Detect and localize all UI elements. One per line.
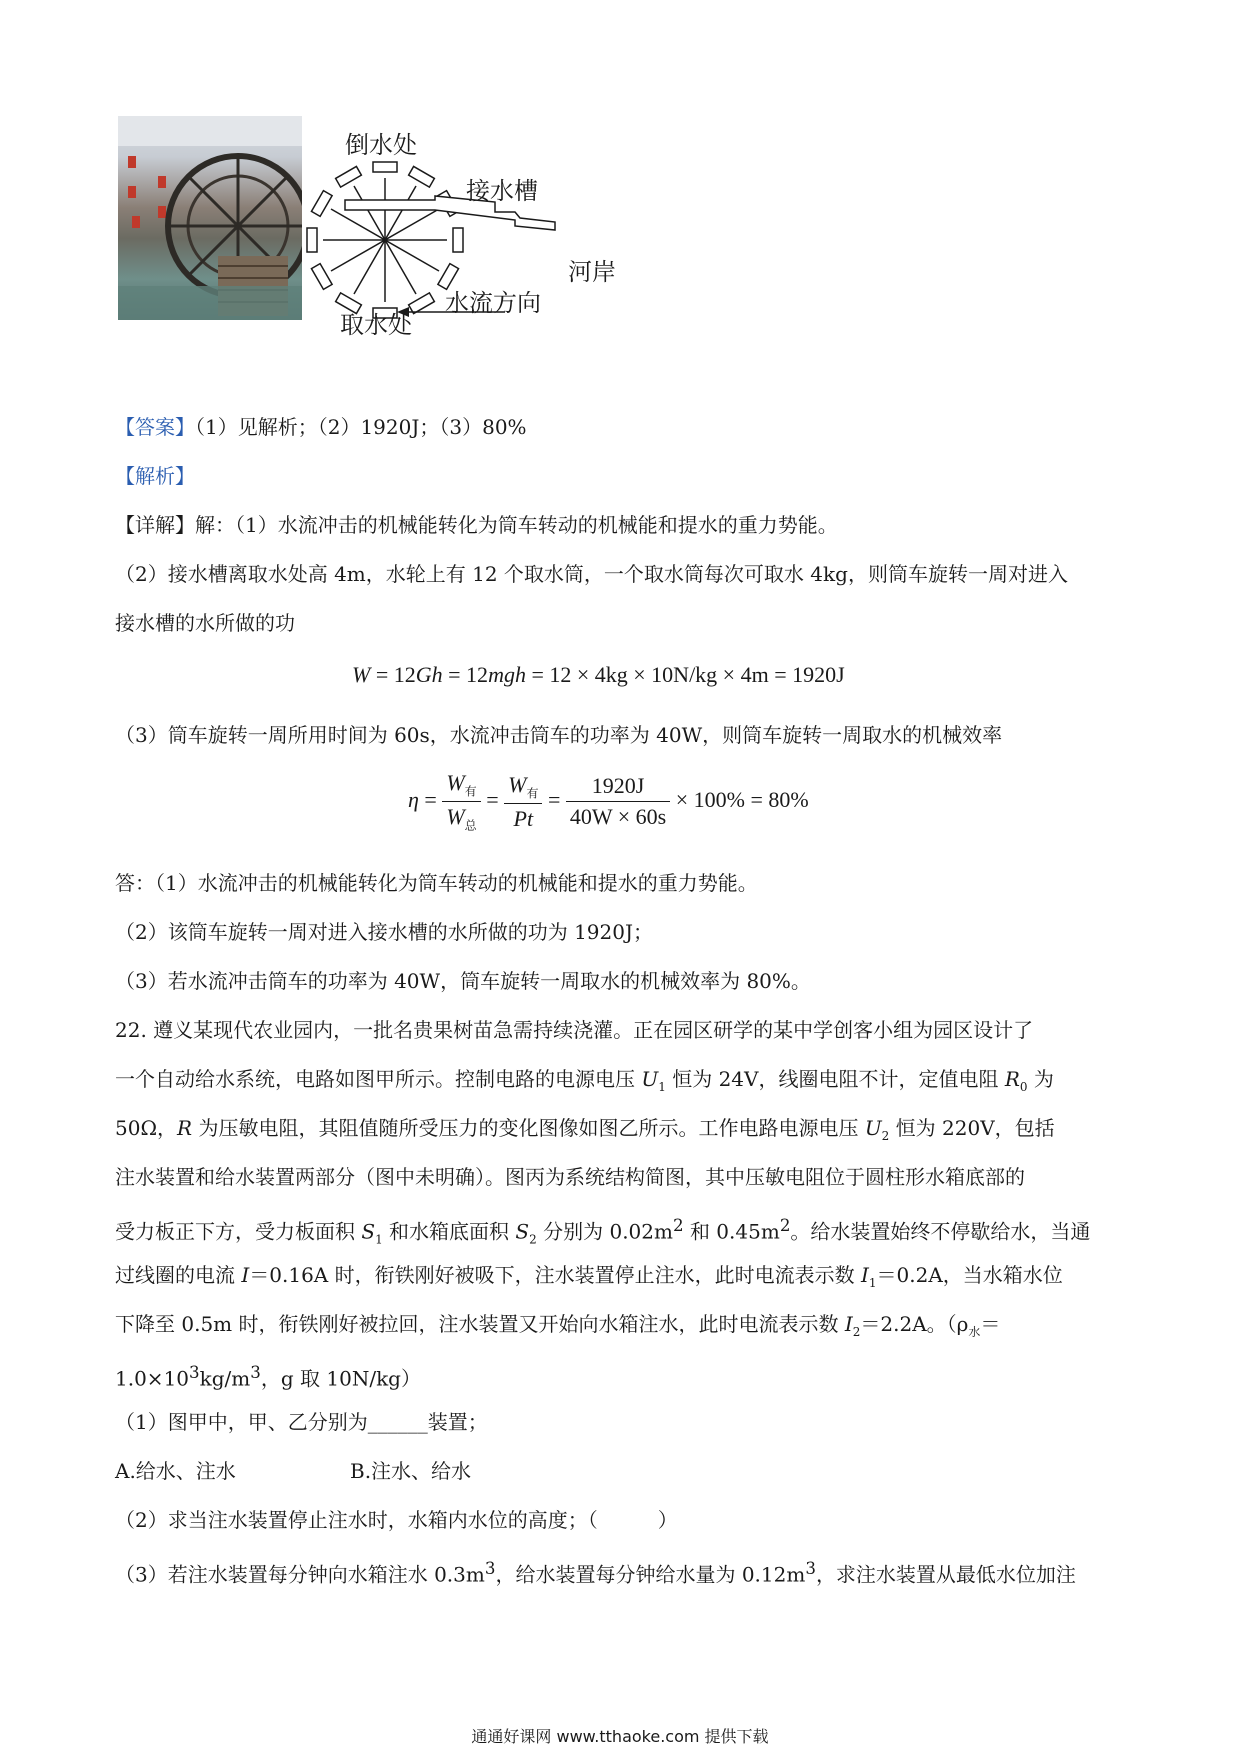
answer-line (115, 415, 527, 439)
q22-line-7: 下降至 0.5m 时，衔铁刚好被拉回，注水装置又开始向水箱注水，此时电流表示数 $I_2=2.2A$。（$\rho_水=$ (115, 1312, 1001, 1339)
equation-work: W = 12Gh = 12mgh = 12 × 4kg × 10N/kg × 4m = 1920J (352, 662, 845, 687)
label-shui-liu: 水流方向 (445, 289, 541, 317)
option-b: B.注水、给水 (350, 1459, 472, 1483)
q22-sub-1: （1）图甲中，甲、乙分别为______装置； (115, 1410, 488, 1434)
answer-tag: 【答案】 (115, 415, 195, 439)
q22-line-1: 22. 遵义某现代农业园内，一批名贵果树苗急需持续浇灌。正在园区研学的某中学创客小组为园区设计了 (115, 1018, 1034, 1042)
answer-blank[interactable]: ______ (367, 1410, 428, 1434)
option-a: A.给水、注水 (115, 1459, 236, 1483)
label-jie-shui-cao: 接水槽 (466, 177, 538, 205)
q22-line-8: $1.0\times 10^3kg/m^3$，g 取 10N/kg） (115, 1363, 421, 1391)
conclusion-2: （2）该筒车旋转一周对进入接水槽的水所做的功为 1920J； (115, 920, 653, 944)
label-he-an: 河岸 (568, 258, 616, 286)
detail-p2a: （2）接水槽离取水处高 4m，水轮上有 12 个取水筒，一个取水筒每次可取水 4kg，则筒车旋转一周对进入 (115, 562, 1068, 586)
conclusion-3: （3）若水流冲击筒车的功率为 40W，筒车旋转一周取水的机械效率为 80%。 (115, 969, 811, 993)
equation-efficiency: η = $\frac{W_有}{W_总}$ = $\frac{W_有}{Pt}$ = $\frac{1920J}{40W \times 60s}$ × 100% = 80% (408, 770, 809, 833)
detail-p3: （3）筒车旋转一周所用时间为 60s，水流冲击筒车的功率为 40W，则筒车旋转一周取水的机械效率 (115, 723, 1003, 747)
q22-sub-2: （2）求当注水装置停止注水时，水箱内水位的高度；（ ） (115, 1508, 678, 1532)
detail-p2b: 接水槽的水所做的功 (115, 611, 295, 635)
q22-line-2: 一个自动给水系统，电路如图甲所示。控制电路的电源电压 $U_1$ 恒为 24V，线圈电阻不计，定值电阻 $R_0$ 为 (115, 1067, 1054, 1094)
q22-sub-3: （3）若注水装置每分钟向水箱注水 $0.3m^3$，给水装置每分钟给水量为 $0.12m^3$，求注水装置从最低水位加注 (115, 1559, 1076, 1587)
page-footer: 通通好课网 www.tthaoke.com 提供下载 (471, 1727, 769, 1746)
q22-line-3: 50Ω，R 为压敏电阻，其阻值随所受压力的变化图像如图乙所示。工作电路电源电压 $U_2$ 恒为 220V，包括 (115, 1116, 1055, 1143)
q22-line-5: 受力板正下方，受力板面积 $S_1$ 和水箱底面积 $S_2$ 分别为 $0.02m^2$ 和 $0.45m^2$。给水装置始终不停歇给水，当通 (115, 1216, 1091, 1247)
answer-text: （1）见解析；（2）1920J；（3）80% (195, 415, 527, 439)
q22-line-6: 过线圈的电流 I＝0.16A 时，衔铁刚好被吸下，注水装置停止注水，此时电流表示数 $I_1=0.2A$，当水箱水位 (115, 1263, 1063, 1290)
label-qu-shui: 取水处 (340, 311, 412, 339)
label-dao-shui: 倒水处 (345, 131, 417, 159)
conclusion-1: 答：（1）水流冲击的机械能转化为筒车转动的机械能和提水的重力势能。 (115, 871, 758, 895)
q22-line-4: 注水装置和给水装置两部分（图中未明确）。图丙为系统结构简图，其中压敏电阻位于圆柱形水箱底部的 (115, 1165, 1025, 1189)
waterwheel-photo (118, 116, 302, 320)
detail-tag: 【详解】 (115, 513, 195, 537)
analysis-tag: 【解析】 (115, 464, 195, 488)
detail-p1: 【详解】解：（1）水流冲击的机械能转化为筒车转动的机械能和提水的重力势能。 (115, 513, 838, 537)
